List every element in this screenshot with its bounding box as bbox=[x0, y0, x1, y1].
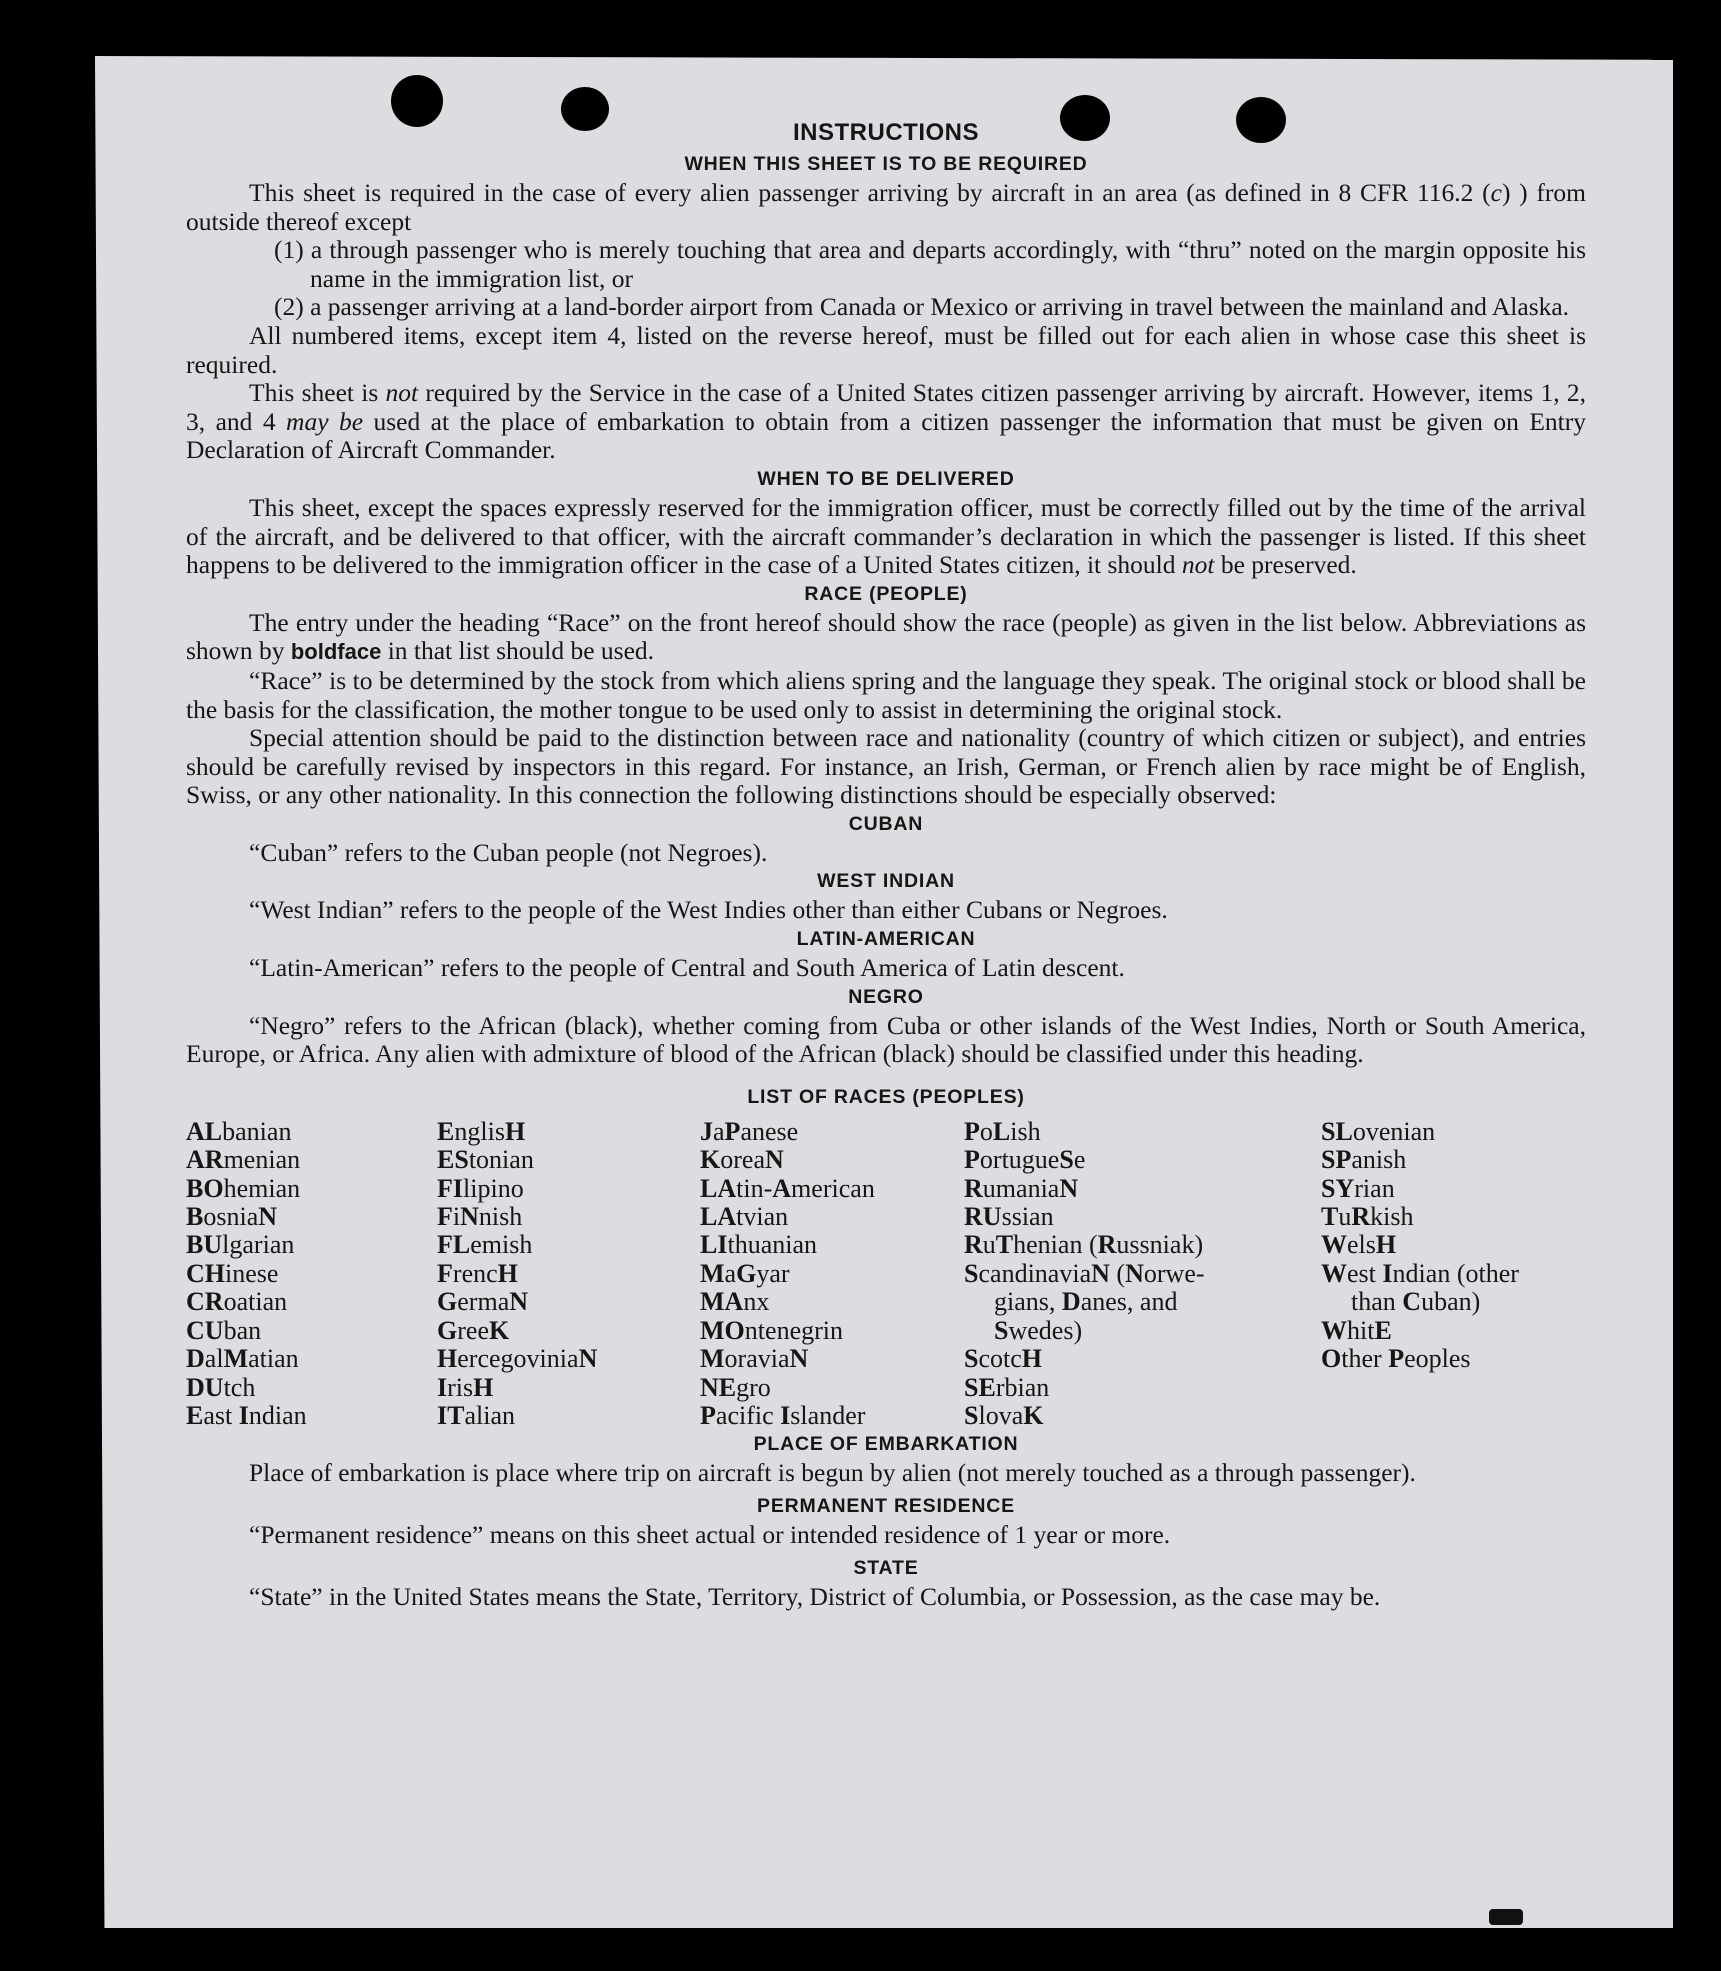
text: in that list should be used. bbox=[381, 636, 655, 666]
race-entry: RuThenian (Russniak) bbox=[964, 1230, 1204, 1260]
heading-list-of-races: LIST OF RACES (PEOPLES) bbox=[747, 1085, 1025, 1108]
race-entry: CHinese bbox=[186, 1258, 279, 1288]
race-entry: than Cuban) bbox=[1351, 1287, 1481, 1317]
race-entry: EStonian bbox=[437, 1145, 534, 1175]
heading-when-required: WHEN THIS SHEET IS TO BE REQUIRED bbox=[684, 153, 1088, 175]
race-entry: FLemish bbox=[437, 1230, 533, 1260]
race-entry: Other Peoples bbox=[1321, 1344, 1471, 1374]
race-entry: Swedes) bbox=[994, 1315, 1083, 1345]
text: c bbox=[1490, 178, 1502, 207]
paragraph: “West Indian” refers to the people of the West Indies other than either Cubans or Negroes. bbox=[249, 895, 1168, 925]
race-entry: IrisH bbox=[437, 1372, 494, 1402]
race-entry: RUssian bbox=[964, 1202, 1054, 1232]
race-entry: JaPanese bbox=[700, 1116, 799, 1146]
heading-cuban: CUBAN bbox=[848, 812, 924, 835]
text: ) ) from outside thereof except bbox=[186, 178, 1586, 236]
race-entry: MOntenegrin bbox=[700, 1315, 844, 1345]
paragraph bbox=[186, 179, 1586, 236]
heading-race: RACE (PEOPLE) bbox=[804, 582, 968, 605]
race-entry: ScotcH bbox=[964, 1344, 1043, 1374]
paragraph: “State” in the United States means the State, Territory, District of Columbia, or Possession, as the case may be. bbox=[249, 1581, 1381, 1611]
race-entry: ARmenian bbox=[186, 1145, 301, 1175]
race-entry: GermaN bbox=[437, 1287, 529, 1317]
paragraph: “Cuban” refers to the Cuban people (not Negroes). bbox=[249, 837, 768, 867]
race-entry: CRoatian bbox=[186, 1287, 288, 1317]
paragraph: “Race” is to be determined by the stock from which aliens spring and the language they speak. The original stock or blood shall be the basis for the classification, the mother tongue to be used only to assist in determining the original stock. bbox=[186, 665, 1586, 724]
text: This sheet, except the spaces expressly reserved for the immigration officer, must be correctly filled out by the time of the arrival of the aircraft, and be delivered to that officer, with the aircraft commander’s declaration in which the passenger is listed. If this sheet happens to be delivered to the immigration officer in the case of a United States citizen, it should bbox=[186, 492, 1586, 580]
race-entry: SlovaK bbox=[964, 1400, 1044, 1430]
ink-speck bbox=[1489, 1909, 1523, 1925]
text: be preserved. bbox=[1214, 550, 1357, 580]
heading-embarkation: PLACE OF EMBARKATION bbox=[753, 1433, 1019, 1456]
race-entry: WelsH bbox=[1321, 1230, 1397, 1260]
race-entry: ScandinaviaN (Norwe- bbox=[964, 1258, 1205, 1288]
races-column bbox=[700, 1118, 964, 1430]
race-entry: SYrian bbox=[1321, 1173, 1395, 1203]
race-entry: BosniaN bbox=[186, 1202, 278, 1232]
race-entry: BOhemian bbox=[186, 1173, 301, 1203]
race-entry: FiNnish bbox=[437, 1202, 523, 1232]
race-entry: FIlipino bbox=[437, 1173, 524, 1203]
races-column bbox=[964, 1118, 1321, 1430]
page-title: INSTRUCTIONS bbox=[793, 119, 979, 146]
heading-negro: NEGRO bbox=[848, 985, 924, 1008]
paragraph: “Permanent residence” means on this sheet actual or intended residence of 1 year or more. bbox=[249, 1519, 1171, 1549]
paragraph bbox=[186, 494, 1586, 580]
text: not bbox=[1181, 550, 1215, 580]
heading-state: STATE bbox=[853, 1556, 919, 1579]
race-entry: DalMatian bbox=[186, 1344, 299, 1374]
paragraph bbox=[186, 609, 1586, 667]
race-entry: RumaniaN bbox=[964, 1173, 1079, 1203]
race-entry: LAtvian bbox=[700, 1202, 789, 1232]
race-entry: Pacific Islander bbox=[700, 1400, 866, 1430]
race-entry: GreeK bbox=[437, 1315, 510, 1345]
paragraph: Special attention should be paid to the distinction between race and nationality (country of which citizen or subject), and entries should be carefully revised by inspectors in this regard. For instance, an Irish, German, or French alien by race might be of English, Swiss, or any other nationality. In this connection the following distinctions should be especially observed: bbox=[186, 723, 1586, 810]
heading-when-delivered: WHEN TO BE DELIVERED bbox=[757, 467, 1015, 490]
paragraph bbox=[186, 379, 1586, 465]
race-entry: LIthuanian bbox=[700, 1230, 818, 1260]
paragraph: Place of embarkation is place where trip on aircraft is begun by alien (not merely touched as a through passenger). bbox=[249, 1458, 1416, 1488]
race-entry: LAtin-American bbox=[700, 1173, 875, 1203]
race-entry: PortugueSe bbox=[964, 1145, 1086, 1175]
races-list bbox=[186, 1118, 1586, 1430]
text: This sheet is required in the case of every alien passenger arriving by aircraft in an area (as defined in 8 CFR 116.2 ( bbox=[249, 178, 1491, 207]
race-entry: DUtch bbox=[186, 1372, 256, 1402]
race-entry: SErbian bbox=[964, 1372, 1050, 1402]
race-entry: CUban bbox=[186, 1315, 262, 1345]
race-entry: gians, Danes, and bbox=[994, 1287, 1178, 1317]
races-column bbox=[186, 1118, 437, 1430]
text: This sheet is bbox=[249, 378, 386, 408]
text: used at the place of embarkation to obtain from a citizen passenger the information that must be given on Entry Declaration of Aircraft Commander. bbox=[186, 406, 1586, 465]
race-entry: MAnx bbox=[700, 1287, 770, 1317]
paragraph: “Latin-American” refers to the people of Central and South America of Latin descent. bbox=[249, 953, 1125, 983]
race-entry: SLovenian bbox=[1321, 1116, 1436, 1146]
race-entry: EnglisH bbox=[437, 1116, 526, 1146]
paragraph: “Negro” refers to the African (black), whether coming from Cuba or other islands of the West Indies, North or South America, Europe, or Africa. Any alien with admixture of blood of the African (black) should be classified under this heading. bbox=[186, 1010, 1586, 1069]
races-column bbox=[437, 1118, 700, 1430]
text: required by the Service in the case of a United States citizen passenger arriving by aircraft. However, items 1, 2, 3, and 4 bbox=[186, 378, 1586, 436]
text: may be bbox=[286, 406, 364, 436]
race-entry: ALbanian bbox=[186, 1116, 292, 1146]
race-entry: WhitE bbox=[1321, 1315, 1392, 1345]
list-item: (2) a passenger arriving at a land-border airport from Canada or Mexico or arriving in travel between the mainland and Alaska. bbox=[274, 292, 1570, 322]
heading-permanent-residence: PERMANENT RESIDENCE bbox=[757, 1494, 1015, 1517]
race-entry: SPanish bbox=[1321, 1145, 1407, 1175]
text: The entry under the heading “Race” on the front hereof should show the race (people) as given in the list below. Abbreviations as shown by bbox=[186, 607, 1586, 666]
heading-latin-american: LATIN-AMERICAN bbox=[796, 928, 976, 951]
heading-west-indian: WEST INDIAN bbox=[817, 870, 955, 893]
race-entry: MaGyar bbox=[700, 1258, 790, 1288]
race-entry: East Indian bbox=[186, 1400, 307, 1430]
race-entry: PoLish bbox=[964, 1116, 1041, 1146]
race-entry: NEgro bbox=[700, 1372, 771, 1402]
race-entry: FrencH bbox=[437, 1258, 518, 1288]
race-entry: ITalian bbox=[437, 1400, 516, 1430]
race-entry: HercegoviniaN bbox=[437, 1344, 598, 1374]
text: not bbox=[385, 378, 419, 408]
paragraph: All numbered items, except item 4, listed on the reverse hereof, must be filled out for each alien in whose case this sheet is required. bbox=[186, 320, 1586, 379]
text: boldface bbox=[290, 639, 382, 665]
race-entry: MoraviaN bbox=[700, 1344, 809, 1374]
races-column bbox=[1321, 1118, 1586, 1430]
race-entry: West Indian (other bbox=[1321, 1258, 1519, 1288]
list-item: (1) a through passenger who is merely touching that area and departs accordingly, with “thru” noted on the margin opposite his name in the immigration list, or bbox=[274, 235, 1586, 293]
race-entry: TuRkish bbox=[1321, 1202, 1414, 1232]
race-entry: BUlgarian bbox=[186, 1230, 295, 1260]
instructions-document bbox=[186, 118, 1586, 1611]
race-entry: KoreaN bbox=[700, 1145, 784, 1175]
